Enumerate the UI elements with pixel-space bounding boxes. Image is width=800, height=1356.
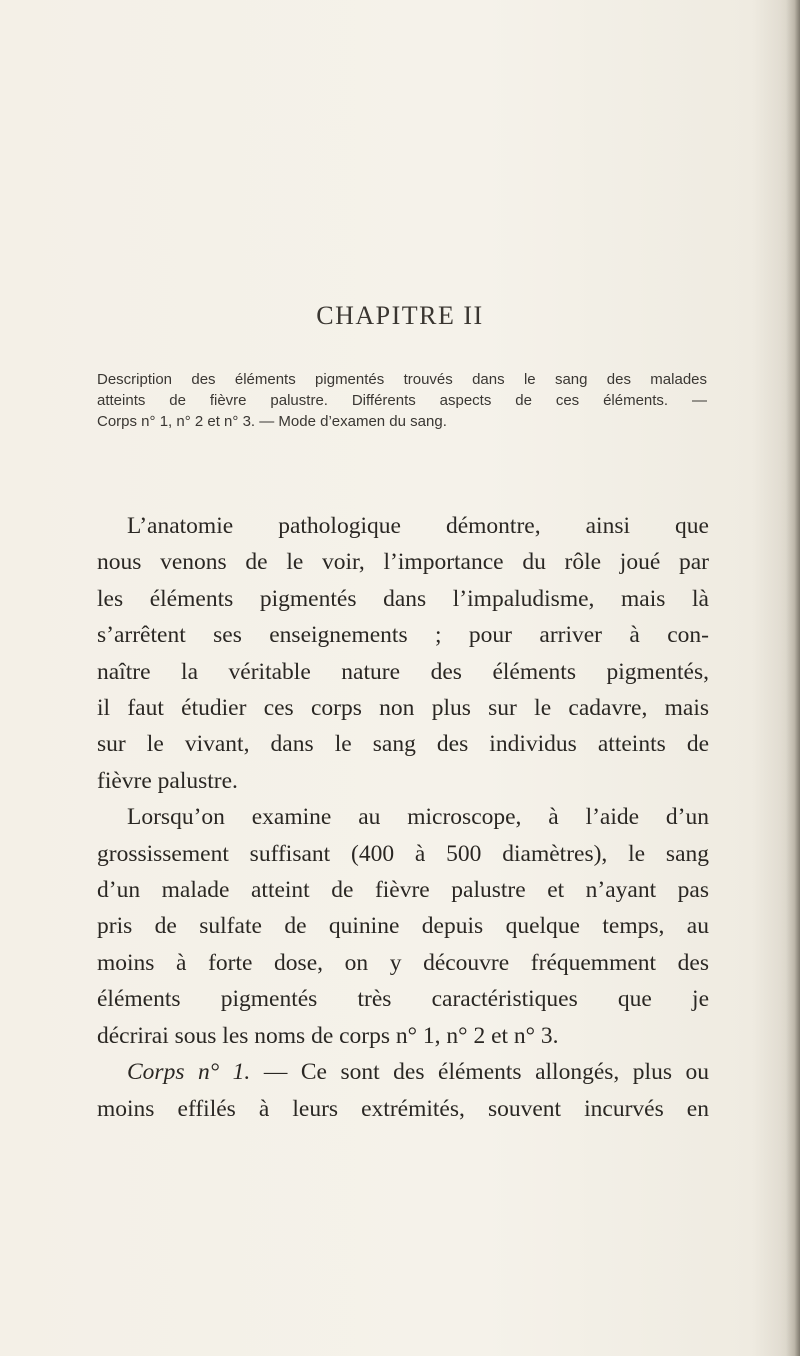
page-edge-shadow <box>786 0 800 1356</box>
paragraph-line: les éléments pigmentés dans l’impaludisme, mais là <box>97 585 709 612</box>
summary-line: Description des éléments pigmentés trouvés dans le sang des malades <box>97 371 707 388</box>
chapter-title: CHAPITRE II <box>316 301 484 330</box>
paragraph-line: naître la véritable nature des éléments pigmentés, <box>97 658 709 685</box>
paragraph-line: pris de sulfate de quinine depuis quelque temps, au <box>97 913 709 940</box>
paragraph-line: grossissement suffisant (400 à 500 diamètres), le sang <box>97 840 709 867</box>
paragraph-line: d’un malade atteint de fièvre palustre et n’ayant pas <box>97 877 709 904</box>
paragraph-line: moins à forte dose, on y découvre fréquemment des <box>97 949 709 976</box>
body-text <box>97 508 709 1127</box>
paragraph-line: moins effilés à leurs extrémités, souvent incurvés en <box>97 1095 709 1122</box>
paragraph-line: décrirai sous les noms de corps n° 1, n° 2 et n° 3. <box>97 1022 559 1049</box>
paragraph-line: fièvre palustre. <box>97 767 238 794</box>
summary-line: atteints de fièvre palustre. Différents aspects de ces éléments. — <box>97 392 707 409</box>
summary-line: Corps n° 1, n° 2 et n° 3. — Mode d’examen du sang. <box>97 413 447 430</box>
paragraph-line: sur le vivant, dans le sang des individus atteints de <box>97 731 709 758</box>
corps-line-rest: — Ce sont des éléments allongés, plus ou <box>250 1059 709 1086</box>
paragraph-line: il faut étudier ces corps non plus sur le cadavre, mais <box>97 695 709 722</box>
corps-paragraph-line <box>97 1054 709 1090</box>
paragraph-line: nous venons de le voir, l’importance du rôle joué par <box>97 549 709 576</box>
corps-heading: Corps n° 1. <box>127 1059 251 1086</box>
paragraph-line: éléments pigmentés très caractéristiques que je <box>97 986 709 1013</box>
paragraph-line: Lorsqu’on examine au microscope, à l’aide d’un <box>127 804 709 831</box>
paragraph-line: s’arrêtent ses enseignements ; pour arriver à con- <box>97 622 709 649</box>
paragraph-line: L’anatomie pathologique démontre, ainsi que <box>127 513 709 539</box>
chapter-summary <box>97 369 707 432</box>
